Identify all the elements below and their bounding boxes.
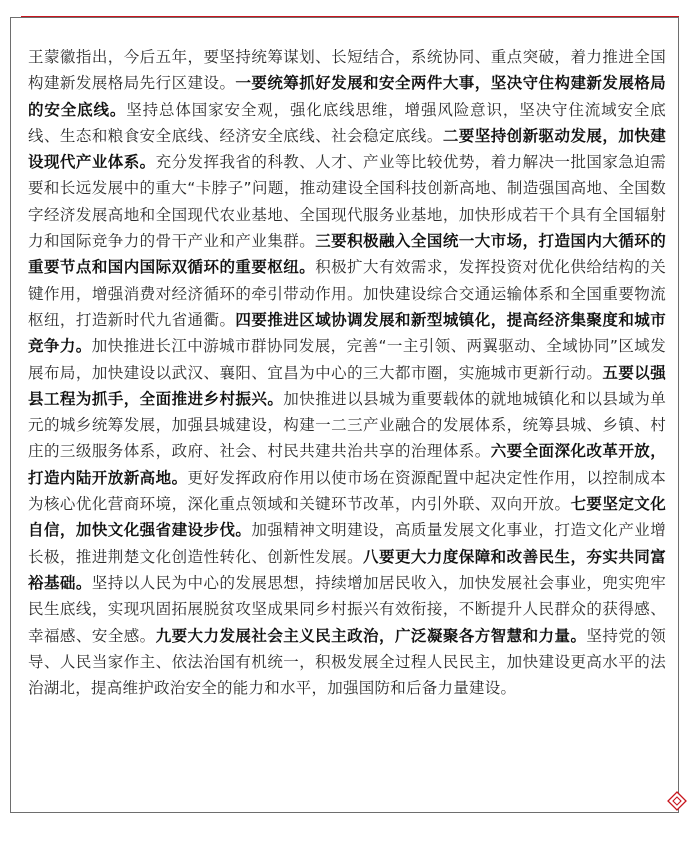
segment-intro: 王蒙徽指出，今后五年，要坚持统筹谋划、长短结合，系统协同、重点突破，着力推进全国构建新发展格局先行区建设。 [28,48,666,93]
point-6-heading: 六要全面深化改革开放，打造内陆开放新高地。 [28,442,666,487]
point-9-body: 坚持党的领导、人民当家作主、依法治国有机统一，积极发展全过程人民民主，加快建设更高水平的法治湖北，提高维护政治安全的能力和水平，加强国防和后备力量建设。 [28,626,666,698]
point-7-body: 加强精神文明建设，高质量发展文化事业，打造文化产业增长极，推进荆楚文化创造性转化、创新性发展。 [28,521,666,566]
point-7-heading: 七要坚定文化自信，加快文化强省建设步伐。 [28,495,666,540]
point-8-heading: 八要更大力度保障和改善民生，夯实共同富裕基础。 [28,547,666,592]
point-5-body: 加快推进以县城为重要载体的就地城镇化和以县域为单元的城乡统筹发展，加强县城建设，构建一二三产业融合的发展体系，统筹县城、乡镇、村庄的三级服务体系，政府、社会、村民共建共治共享的治理体系。 [28,389,666,461]
point-4-body: 加快推进长江中游城市群协同发展，完善“一主引领、两翼驱动、全域协同”区域发展布局，加快建设以武汉、襄阳、宜昌为中心的三大都市圈，实施城市更新行动。 [28,337,666,382]
point-1-heading: 一要统筹抓好发展和安全两件大事，坚决守住构建新发展格局的安全底线。 [28,74,666,119]
point-9-heading: 九要大力发展社会主义民主政治，广泛凝聚各方智慧和力量。 [155,626,587,645]
point-3-heading: 三要积极融入全国统一大市场，打造国内大循环的重要节点和国内国际双循环的重要枢纽。 [28,232,666,277]
point-8-body: 坚持以人民为中心的发展思想，持续增加居民收入，加快发展社会事业，兜实兜牢民生底线，实现巩固拓展脱贫攻坚成果同乡村振兴有效衔接，不断提升人民群众的获得感、幸福感、安全感。 [28,573,666,645]
article-paragraph [28,44,666,701]
diamond-ornament-icon [666,790,688,812]
point-5-heading: 五要以强县工程为抓手，全面推进乡村振兴。 [28,363,666,408]
point-6-body: 更好发挥政府作用以使市场在资源配置中起决定性作用，以控制成本为核心优化营商环境，深化重点领域和关键环节改革，内引外联、双向开放。 [28,468,666,514]
point-2-heading: 二要坚持创新驱动发展，加快建设现代产业体系。 [28,126,666,172]
article-frame [10,17,679,813]
point-1-body: 坚持总体国家安全观，强化底线思维，增强风险意识，坚决守住流域安全底线、生态和粮食安全底线、经济安全底线、社会稳定底线。 [28,100,666,145]
point-2-body: 充分发挥我省的科教、人才、产业等比较优势，着力解决一批国家急迫需要和长远发展中的重大“卡脖子”问题，推动建设全国科技创新高地、制造强国高地、全国数字经济发展高地和全国现代农业基地、全国现代服务业基地，加快形成若干个具有全国辐射力和国际竞争力的骨干产业和产业集群。 [28,153,666,251]
point-4-heading: 四要推进区域协调发展和新型城镇化，提高经济集聚度和城市竞争力。 [28,310,666,356]
point-3-body: 积极扩大有效需求，发挥投资对优化供给结构的关键作用，增强消费对经济循环的牵引带动作用。加快建设综合交通运输体系和全国重要物流枢纽，打造新时代九省通衢。 [28,258,666,329]
